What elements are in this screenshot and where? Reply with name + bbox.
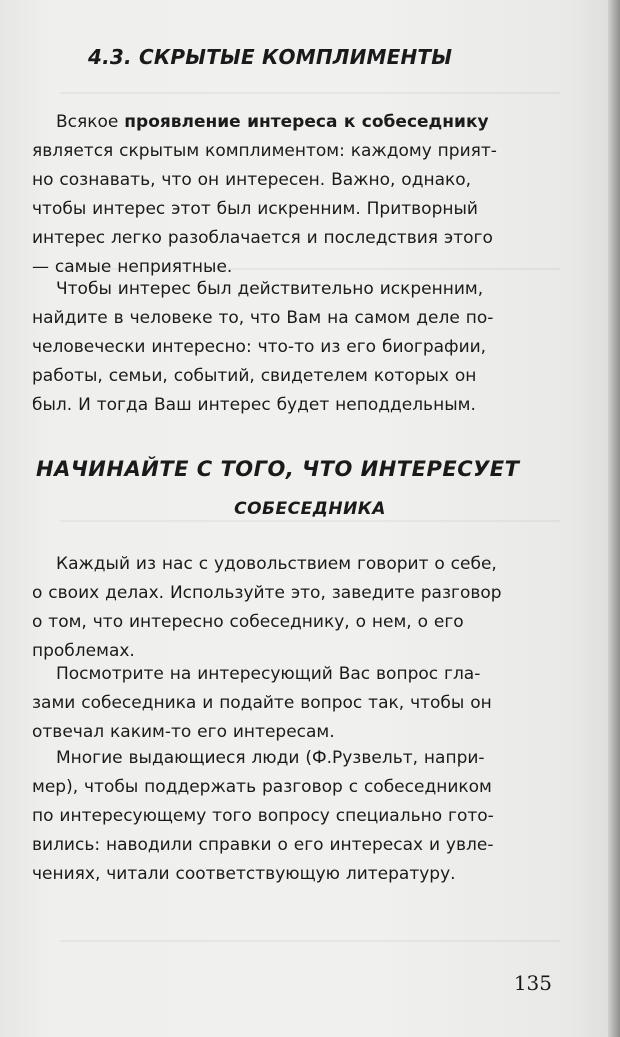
bleed-through-line (60, 92, 560, 94)
paragraph-line: по интересующему того вопросу специально гото- (32, 806, 494, 826)
paragraph-line: мер), чтобы поддержать разговор с собеседником (32, 777, 492, 797)
paragraph-line: — самые неприятные. (32, 257, 233, 277)
paragraph-intro-2 (32, 275, 548, 420)
paragraph-line (32, 108, 548, 137)
paragraph-line: чтобы интерес этот был искренним. Притворный (32, 199, 478, 219)
paragraph-line: проблемах. (32, 641, 135, 661)
paragraph-line: человечески интересно: что-то из его биографии, (32, 337, 487, 357)
emphasis-text: проявление интереса к собеседнику (124, 112, 489, 132)
paragraph-main-3 (32, 744, 548, 889)
paragraph-line: Каждый из нас с удовольствием говорит о себе, (56, 554, 497, 574)
paragraph-line: но сознавать, что он интересен. Важно, однако, (32, 170, 472, 190)
paragraph-main-1 (32, 550, 548, 666)
paragraph-line: является скрытым комплиментом: каждому прият- (32, 141, 497, 161)
section-title: 4.3. СКРЫТЫЕ КОМПЛИМЕНТЫ (88, 45, 453, 69)
paragraph-intro-1 (32, 108, 548, 282)
paragraph-main-2 (32, 660, 548, 747)
bleed-through-line (60, 940, 560, 942)
paragraph-line: вились: наводили справки о его интересах и увле- (32, 835, 494, 855)
paragraph-line: был. И тогда Ваш интерес будет неподдельным. (32, 395, 476, 415)
paragraph-line: найдите в человеке то, что Вам на самом деле по- (32, 308, 494, 328)
page-number: 135 (513, 971, 552, 995)
paragraph-line: отвечал каким-то его интересам. (32, 722, 335, 742)
subsection-title-line-1: НАЧИНАЙТЕ С ТОГО, ЧТО ИНТЕРЕСУЕТ (36, 457, 520, 481)
paragraph-line: чениях, читали соответствующую литературу. (32, 864, 456, 884)
paragraph-line: зами собеседника и подайте вопрос так, чтобы он (32, 693, 492, 713)
paragraph-line: о своих делах. Используйте это, заведите разговор (32, 583, 502, 603)
paragraph-line: интерес легко разоблачается и последствия этого (32, 228, 493, 248)
paragraph-line: работы, семьи, событий, свидетелем которых он (32, 366, 477, 386)
paragraph-line: Многие выдающиеся люди (Ф.Рузвельт, напри- (56, 748, 485, 768)
paragraph-line: о том, что интересно собеседнику, о нем, о его (32, 612, 464, 632)
book-spine-shadow (608, 0, 620, 1037)
subsection-title-line-2: СОБЕСЕДНИКА (234, 499, 386, 519)
paragraph-line: Чтобы интерес был действительно искренним, (56, 279, 484, 299)
paragraph-line: Посмотрите на интересующий Вас вопрос гла- (56, 664, 481, 684)
line-text: Всякое (56, 112, 125, 132)
